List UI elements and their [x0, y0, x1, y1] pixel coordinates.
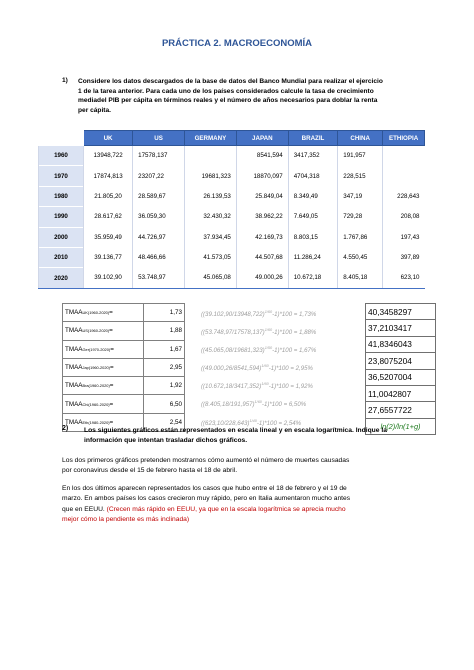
- cell-uk: 39.102,90: [84, 268, 133, 288]
- doubling-years-table: [365, 303, 436, 435]
- tmaa-label: TMAAUK(1960-2020)=: [63, 304, 144, 322]
- cell-ethiopia: [383, 166, 425, 186]
- table-row: [366, 304, 436, 320]
- tmaa-value: 1,73: [144, 304, 185, 322]
- cell-brazil: 8.803,15: [288, 227, 338, 247]
- table-row: [63, 358, 185, 376]
- cell-us: 53.748,97: [133, 268, 185, 288]
- table-row: [366, 385, 436, 401]
- cell-uk: 28.617,62: [84, 207, 133, 227]
- red-note-line-2: mejor cómo la pendiente es más inclinada): [62, 515, 190, 523]
- cell-ethiopia: 623,10: [383, 268, 425, 288]
- doubling-years-value: 40,3458297: [366, 304, 436, 320]
- tmaa-label: TMAAJap(1960-2020)=: [63, 358, 144, 376]
- cell-china: 1.767,86: [338, 227, 383, 247]
- cell-ethiopia: [383, 146, 425, 166]
- red-note-line-1: (Crecen más rápido en EEUU, ya que en la escala logarítmica se aprecia mucho: [106, 505, 346, 513]
- col-header-japan: JAPAN: [236, 131, 288, 146]
- col-header-brazil: BRAZIL: [288, 131, 338, 146]
- cell-us: 44.726,97: [133, 227, 185, 247]
- table-row: [63, 304, 185, 322]
- doubling-years-value: 36,5207004: [366, 369, 436, 385]
- col-header-us: US: [133, 131, 185, 146]
- cell-brazil: 8.349,49: [288, 186, 338, 206]
- cell-germany: 26.139,53: [185, 186, 237, 206]
- row-year: 1990: [39, 207, 84, 227]
- doubling-formula: ln(2)/ln(1+g): [366, 418, 436, 434]
- col-header-ethiopia: ETHIOPIA: [383, 131, 425, 146]
- table-row: [63, 377, 185, 395]
- cell-japan: 49.000,26: [236, 268, 288, 288]
- tmaa-formula: $((49.000,26/8541,594)^{1/60}-1)*100 = 2,95\%$: [201, 364, 313, 373]
- row-year: 1970: [39, 166, 84, 186]
- tmaa-value: 1,67: [144, 340, 185, 358]
- cell-japan: 42.169,73: [236, 227, 288, 247]
- tmaa-label: TMAAGer(1970-2020)=: [63, 340, 144, 358]
- cell-ethiopia: 197,43: [383, 227, 425, 247]
- doubling-years-value: 41,8346043: [366, 336, 436, 352]
- cell-us: 36.059,30: [133, 207, 185, 227]
- doubling-years-value: 11,0042807: [366, 385, 436, 401]
- tmaa-label: TMAAUS(1960-2020)=: [63, 322, 144, 340]
- tmaa-formula: $((623,10/228,643)^{1/40}-1)*100 = 2,54\%$: [201, 418, 302, 427]
- doubling-years-value: 27,6557722: [366, 402, 436, 418]
- table-row: [63, 340, 185, 358]
- cell-japan: 38.962,22: [236, 207, 288, 227]
- cell-japan: 25.849,04: [236, 186, 288, 206]
- cell-uk: 39.136,77: [84, 247, 133, 267]
- table-row: [366, 320, 436, 336]
- table-row: [39, 268, 425, 288]
- cell-japan: 18870,097: [236, 166, 288, 186]
- cell-germany: 19681,323: [185, 166, 237, 186]
- page-title: PRÁCTICA 2. MACROECONOMÍA: [161, 38, 313, 49]
- cell-us: 17578,137: [133, 146, 185, 166]
- tmaa-value: 2,54: [144, 413, 185, 431]
- question-2-number: 2): [62, 425, 69, 432]
- row-year: 1960: [39, 146, 84, 166]
- cell-ethiopia: 228,643: [383, 186, 425, 206]
- cell-ethiopia: 208,08: [383, 207, 425, 227]
- tmaa-formula: $((8.405,18/191,957)^{1/60}-1)*100 = 6,50\%$: [201, 400, 307, 409]
- table-row: [366, 336, 436, 352]
- col-header-germany: GERMANY: [185, 131, 237, 146]
- cell-brazil: 4704,318: [288, 166, 338, 186]
- cell-china: 228,515: [338, 166, 383, 186]
- tmaa-formula: $((45.065,08/19681,323)^{1/50}-1)*100 = 1,67\%$: [201, 346, 317, 355]
- table-row: [39, 247, 425, 267]
- tmaa-formula: $((10.672,18/3417,352)^{1/60}-1)*100 = 1,92\%$: [201, 382, 313, 391]
- row-year: 1980: [39, 186, 84, 206]
- table-row: [63, 395, 185, 413]
- answer-paragraph-2: En los dos últimos aparecen representados los casos que hubo entre el 18 de febrero y el 19 de marzo. En ambos países los casos crecieron muy rápido, pero en Italia aumentaron mucho antes que en EEUU. (Crecen más rápido en EEUU, ya que en la escala logarítmica se aprecia mucho mejor cómo la pendiente es más inclinada): [62, 484, 422, 525]
- cell-ethiopia: 397,89: [383, 247, 425, 267]
- cell-us: 28.589,67: [133, 186, 185, 206]
- cell-china: 729,28: [338, 207, 383, 227]
- col-header-china: CHINA: [338, 131, 383, 146]
- cell-brazil: 11.286,24: [288, 247, 338, 267]
- cell-uk: 13948,722: [84, 146, 133, 166]
- cell-uk: 35.959,49: [84, 227, 133, 247]
- cell-china: 4.550,45: [338, 247, 383, 267]
- table-row: [366, 353, 436, 369]
- tmaa-value: 2,95: [144, 358, 185, 376]
- table-row: [39, 227, 425, 247]
- question-1-text: Considere los datos descargados de la base de datos del Banco Mundial para realizar el ejercicio 1 de la tarea anterior. Para cada uno de los países considerados calcule la tasa de crecimiento mediadel PIB per cápita en términos reales y el número de años necesarios para doblar la renta per cápita.: [78, 78, 383, 115]
- table-corner: [39, 131, 84, 146]
- tmaa-label: TMAABra(1960-2020)=: [63, 377, 144, 395]
- tmaa-label: TMAAChi(1960-2020)=: [63, 395, 144, 413]
- row-year: 2010: [39, 247, 84, 267]
- cell-germany: 37.934,45: [185, 227, 237, 247]
- question-1-number: 1): [62, 77, 68, 84]
- tmaa-formula: $((53.748,97/17578,137)^{1/60}-1)*100 = 1,88\%$: [201, 328, 317, 337]
- table-row: [366, 402, 436, 418]
- answer-paragraph-1: Los dos primeros gráficos pretenden mostrarnos cómo aumentó el número de muertes causadas por coronavirus desde el 15 de febrero hasta el 18 de abril.: [62, 457, 350, 475]
- cell-germany: 45.065,08: [185, 268, 237, 288]
- col-header-uk: UK: [84, 131, 133, 146]
- cell-germany: [185, 146, 237, 166]
- gdp-per-capita-table: [38, 130, 425, 289]
- table-row: [63, 322, 185, 340]
- table-row: [39, 207, 425, 227]
- table-row: [366, 369, 436, 385]
- cell-japan: 44.507,68: [236, 247, 288, 267]
- table-row: [39, 146, 425, 166]
- question-2-text: Los siguientes gráficos están representados en escala lineal y en escala logarítmica. Indique la información que intentan trasladar dichos gráficos.: [84, 427, 387, 444]
- tmaa-label: TMAAEth(1980-2020)=: [63, 413, 144, 431]
- cell-china: 191,957: [338, 146, 383, 166]
- tmaa-value: 1,92: [144, 377, 185, 395]
- cell-germany: 32.430,32: [185, 207, 237, 227]
- cell-brazil: 3417,352: [288, 146, 338, 166]
- tmaa-value: 6,50: [144, 395, 185, 413]
- cell-germany: 41.573,05: [185, 247, 237, 267]
- cell-uk: 21.805,20: [84, 186, 133, 206]
- row-year: 2020: [39, 268, 84, 288]
- cell-japan: 8541,594: [236, 146, 288, 166]
- cell-brazil: 10.672,18: [288, 268, 338, 288]
- cell-us: 48.466,66: [133, 247, 185, 267]
- tmaa-formula: $((39.102,90/13948,722)^{1/60}-1)*100 = 1,73\%$: [201, 310, 317, 318]
- cell-china: 8.405,18: [338, 268, 383, 288]
- cell-china: 347,19: [338, 186, 383, 206]
- row-year: 2000: [39, 227, 84, 247]
- cell-brazil: 7.649,05: [288, 207, 338, 227]
- tmaa-value: 1,88: [144, 322, 185, 340]
- tmaa-table: [62, 303, 185, 432]
- tmaa-formulas: [201, 303, 351, 430]
- cell-us: 23207,22: [133, 166, 185, 186]
- table-row: [39, 166, 425, 186]
- table-row: [39, 186, 425, 206]
- doubling-years-value: 23,8075204: [366, 353, 436, 369]
- doubling-years-value: 37,2103417: [366, 320, 436, 336]
- cell-uk: 17874,813: [84, 166, 133, 186]
